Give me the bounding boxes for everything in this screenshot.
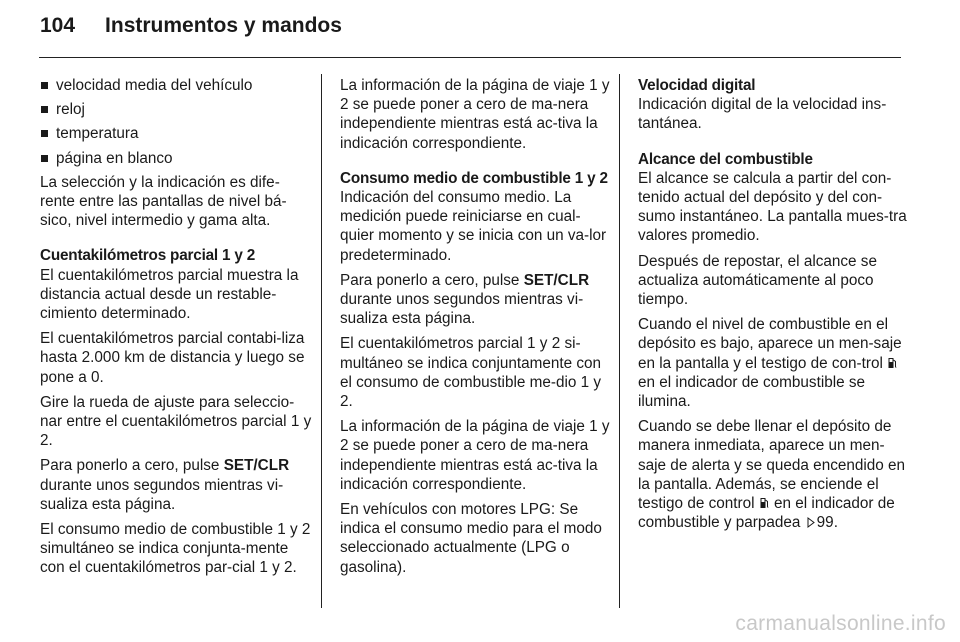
text: durante unos segundos mientras vi-sualiza esta página. — [40, 476, 284, 513]
text: Cuando el nivel de combustible en el depósito es bajo, aparece un men-saje en la pantalla y el testigo de con-trol — [638, 316, 902, 372]
text: Cuando se debe llenar el depósito de manera inmediata, aparece un men-saje de alerta y se queda encendido en la pantalla. Además, se enciende el testigo de control — [638, 418, 906, 513]
text: en el indicador de combustible y parpadea — [638, 495, 895, 532]
text: en el indicador de combustible se ilumina. — [638, 373, 866, 411]
set-clr-label: SET/CLR — [523, 271, 590, 289]
fuel-pump-icon — [760, 495, 769, 507]
text: durante unos segundos mientras vi-sualiza esta página. — [340, 291, 584, 328]
header-rule — [39, 57, 901, 58]
paragraph — [638, 315, 910, 411]
paragraph — [638, 417, 910, 532]
section-title: Instrumentos y mandos — [105, 14, 342, 37]
page-header — [40, 14, 342, 50]
fuel-pump-icon — [888, 355, 897, 367]
list-item: velocidad media del vehículo — [40, 76, 312, 95]
subheading-fuel-range: Alcance del combustible — [638, 150, 813, 168]
paragraph — [340, 271, 612, 329]
paragraph: Indicación digital de la velocidad ins-tantánea. — [638, 96, 887, 133]
paragraph: Indicación del consumo medio. La medición puede reiniciarse en cual-quier momento y se inicia con un va-lor predeterminado. — [340, 189, 607, 264]
paragraph: En vehículos con motores LPG: Se indica el consumo medio para el modo seleccionado actualmente (LPG o gasolina). — [340, 501, 602, 576]
subheading-digital-speed: Velocidad digital — [638, 77, 756, 94]
list-item: página en blanco — [40, 149, 312, 168]
column-divider-1 — [321, 74, 322, 608]
subheading-trip-odometer: Cuentakilómetros parcial 1 y 2 — [40, 247, 256, 265]
page-number: 104 — [40, 14, 76, 37]
paragraph: El consumo medio de combustible 1 y 2 simultáneo se indica conjunta-mente con el cuentakilómetros par-cial 1 y 2. — [40, 521, 311, 577]
text: Para ponerlo a cero, pulse — [40, 457, 224, 475]
page-reference-arrow-icon — [807, 514, 815, 525]
column-divider-2 — [619, 74, 620, 608]
paragraph: El alcance se calcula a partir del con-tenido actual del depósito y del con-sumo instantáneo. La pantalla mues-tra valores promedio. — [638, 169, 907, 245]
paragraph: El cuentakilómetros parcial 1 y 2 si-multáneo se indica conjuntamente con el consumo de combustible me-dio 1 y 2. — [340, 335, 602, 411]
paragraph: Después de repostar, el alcance se actualiza automáticamente al poco tiempo. — [638, 252, 877, 309]
paragraph: La información de la página de viaje 1 y 2 se puede poner a cero de ma-nera independiente mientras está ac-tiva la indicación correspondiente. — [340, 77, 610, 152]
paragraph: Gire la rueda de ajuste para seleccio-nar entre el cuentakilómetros parcial 1 y 2. — [40, 393, 312, 450]
watermark: carmanualsonline.info — [735, 612, 946, 635]
column-3 — [638, 76, 910, 538]
subheading-avg-consumption: Consumo medio de combustible 1 y 2 — [340, 169, 608, 187]
text: Para ponerlo a cero, pulse — [340, 271, 524, 289]
bullet-list — [40, 76, 312, 168]
paragraph: El cuentakilómetros parcial contabi-liza hasta 2.000 km de distancia y luego se pone a 0. — [40, 330, 305, 386]
list-item: reloj — [40, 100, 312, 119]
column-2 — [340, 76, 612, 583]
paragraph: La información de la página de viaje 1 y 2 se puede poner a cero de ma-nera independiente mientras está ac-tiva la indicación correspondiente. — [340, 418, 610, 493]
paragraph: La selección y la indicación es dife-rente entre las pantallas de nivel bá-sico, nivel intermedio y gama alta. — [40, 173, 287, 230]
set-clr-label: SET/CLR — [223, 457, 290, 475]
column-1 — [40, 76, 312, 584]
text: . — [833, 514, 838, 532]
list-item: temperatura — [40, 124, 312, 143]
page-reference-link[interactable]: 99 — [816, 514, 834, 532]
paragraph: El cuentakilómetros parcial muestra la distancia actual desde un restable-cimiento determinado. — [40, 266, 299, 323]
paragraph — [40, 456, 312, 514]
